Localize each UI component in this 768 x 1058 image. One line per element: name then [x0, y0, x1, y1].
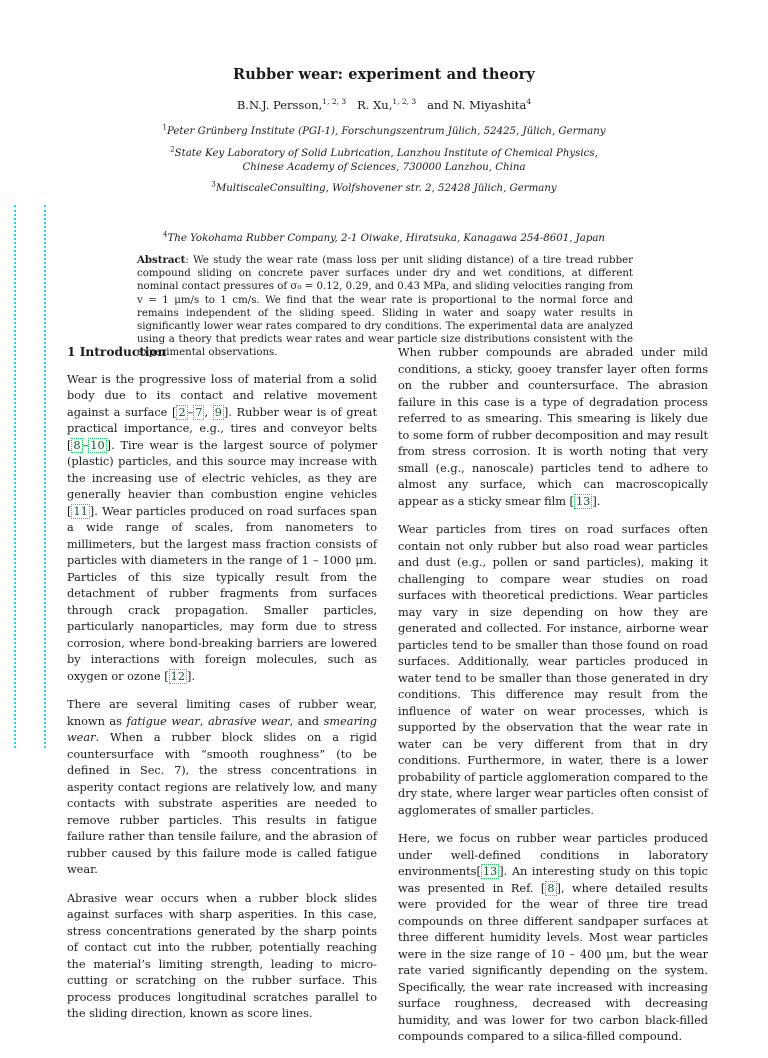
text-run: When rubber compounds are abraded under mild conditions, a sticky, gooey transfer layer often forms on the rubber and countersurface. The abrasion failure in this case is a type of degradation process referred to as smearing. This smearing is likely due to some form of rubber decomposition and may result from stress corrosion. It is worth noting that very small (e.g., nanoscale) particles tend to adhere to almost any surface, which can macroscopically appear as a sticky smear film: [398, 346, 708, 508]
citation-punctuation: [: [67, 504, 72, 518]
author-3: and N. Miyashita$^4$: [427, 97, 532, 112]
emphasized-term: smearing wear: [67, 714, 378, 744]
citation-punctuation: [: [569, 494, 574, 508]
affiliation-3: $^3$MultiscaleConsulting, Wolfshovener str. 2, 52428 Jülich, Germany: [211, 180, 557, 194]
citation-punctuation: ]: [556, 881, 561, 895]
paragraph: [67, 697, 377, 879]
citation-punctuation: [: [67, 438, 72, 452]
paper-title: Rubber wear: experiment and theory: [233, 66, 535, 83]
abstract-label: Abstract: [137, 254, 186, 266]
citation-punctuation: ]: [499, 865, 504, 878]
text-run: Wear particles from tires on road surfaces often contain not only rubber but also road wear particles and dust (e.g., pollen or sand particles), making it challenging to compare wear studies on road surfaces with theoretical predictions. Wear particles may vary in size depending on how they are generated and collected. For instance, airborne wear particles tend to be smaller than those found on road surfaces. Additionally, wear particles produced in water tend to be smaller than those generated in dry conditions. This difference may result from the influence of water on wear processes, which is supported by the observation that the wear rate in water can be very different from that in dry conditions. Furthermore, in water, there is a lower probability of particle agglomeration compared to the dry state, where larger wear particles often consist of agglomerates of smaller particles.: [398, 523, 708, 817]
citation-punctuation: ]: [223, 405, 229, 419]
citation-punctuation: ,: [204, 405, 213, 419]
text-run: . An interesting study on this topic was presented in Ref.: [398, 865, 708, 895]
citation-link[interactable]: 2: [178, 405, 186, 419]
author-list: [0, 98, 768, 112]
author-1: B.N.J. Persson,$^{1, 2, 3}$: [236, 97, 347, 112]
section-title-introduction: 1 Introduction: [67, 345, 167, 359]
left-column-paragraphs: [67, 372, 377, 1023]
author-2: R. Xu,$^{1, 2, 3}$: [357, 97, 417, 112]
paragraph: [398, 522, 708, 819]
emphasized-term: abrasive wear: [207, 714, 290, 728]
affiliation-4: $^4$The Yokohama Rubber Company, 2-1 Oiwake, Hiratsuka, Kanagawa 254-8601, Japan: [163, 230, 605, 244]
text-run: Wear is the progressive loss of material from a solid body due to its contact and relative movement against a surface: [67, 372, 377, 419]
citation-punctuation: [: [164, 669, 169, 683]
text-run: . Tire wear is the largest source of polymer (plastic) particles, and this source may increase with the increasing use of electric vehicles, as they are generally heavier than combustion engine vehicles: [67, 438, 377, 501]
citation-punctuation: ]: [187, 669, 192, 683]
citation-punctuation: [: [540, 881, 546, 895]
citation-punctuation: ]: [89, 504, 95, 518]
citation-link[interactable]: 9: [214, 405, 222, 419]
citation-link[interactable]: 10: [90, 438, 105, 452]
paragraph: [398, 831, 708, 1046]
paragraph: [67, 372, 377, 686]
text-run: , where detailed results were provided for the wear of three tire tread compounds on three different sandpaper surfaces at three different humidity levels. Most wear particles were in the size range of 10 – 400 μm, but the wear rate varied significantly depending on the system. Specifically, the wear rate increased with increasing surface roughness, decreased with decreasing humidity, and was lower for two carbon black-filled compounds compared to a silica-filled compound.: [398, 881, 708, 1043]
citation-punctuation: [: [476, 865, 481, 878]
text-run: Here, we focus on rubber wear particles produced under well-defined conditions in laboratory environments: [398, 832, 708, 878]
citation-link[interactable]: 13: [482, 865, 498, 878]
citation-punctuation: ]: [106, 438, 112, 452]
text-run: .: [191, 669, 196, 683]
abstract-text: : We study the wear rate (mass loss per unit sliding distance) of a tire tread rubber compound sliding on concrete paver surfaces under dry and wet conditions, at different nominal contact pressures of σ₀ = 0.12, 0.29, and 0.43 MPa, and sliding velocities ranging from v = 1 μm/s to 1 cm/s. We find that the wear rate is proportional to the normal force and remains independent of the sliding speed. Sliding in water and soapy water results in significantly lower wear rates compared to dry conditions. The experimental data are analyzed using a theory that predicts wear rates and wear particle size distributions consistent with the experimental observations.: [137, 255, 633, 359]
text-run: , and: [289, 714, 324, 728]
text-run: . Wear particles produced on road surfaces span a wide range of scales, from nanometers to millimeters, but the largest mass fraction consists of particles with diameters in the range of 1 – 1000 μm. Particles of this size typically result from the detachment of rubber fragments from surfaces through crack propagation. Smaller particles, particularly nanoparticles, may form due to stress corrosion, where bond-breaking barriers are lowered by interactions with foreign molecules, such as oxygen or ozone: [67, 504, 377, 683]
right-column: [398, 345, 708, 1058]
text-run: .: [596, 494, 601, 508]
citation-link[interactable]: 12: [170, 669, 186, 683]
left-column: [67, 344, 377, 1035]
text-run: . When a rubber block slides on a rigid countersurface with “smooth roughness” (to be defined in Sec. 7), the stress concentrations in asperity contact regions are relatively low, and many contacts with substrate asperities are needed to remove rubber particles. This results in fatigue failure rather than tensile failure, and the abrasion of rubber caused by this failure mode is called fatigue wear.: [67, 731, 377, 876]
right-column-paragraphs: [398, 345, 708, 1046]
citation-punctuation: –: [82, 438, 89, 452]
arxiv-identifier-strip: [14, 205, 46, 748]
paragraph: [67, 891, 377, 1023]
text-run: . Rubber wear is of great practical importance, e.g., tires and conveyor belts: [67, 405, 377, 435]
text-run: Abrasive wear occurs when a rubber block slides against surfaces with sharp asperities. In this case, stress concentrations generated by the sharp points of contact cut into the rubber, potentially reaching the material’s limiting strength, leading to micro-cutting or scratching on the rubber surface. This process produces longitudinal scratches parallel to the sliding direction, known as score lines.: [67, 891, 377, 1020]
citation-punctuation: –: [187, 405, 194, 419]
citation-link[interactable]: 7: [195, 405, 203, 419]
citation-punctuation: ]: [592, 494, 597, 508]
citation-link[interactable]: 8: [73, 438, 81, 452]
emphasized-term: fatigue wear: [126, 714, 200, 728]
paragraph: [398, 345, 708, 510]
citation-link[interactable]: 13: [575, 494, 591, 508]
affiliation-2: $^2$State Key Laboratory of Solid Lubrication, Lanzhou Institute of Chemical Physics, Chinese Academy of Sciences, 730000 Lanzhou, China: [170, 145, 598, 173]
affiliation-1: $^1$Peter Grünberg Institute (PGI-1), Forschungszentrum Jülich, 52425, Jülich, Germany: [162, 123, 606, 137]
citation-link[interactable]: 11: [73, 504, 88, 518]
citation-punctuation: [: [172, 405, 177, 419]
citation-link[interactable]: 8: [547, 881, 555, 895]
text-run: There are several limiting cases of rubber wear, known as: [67, 698, 377, 728]
text-run: ,: [199, 714, 208, 728]
